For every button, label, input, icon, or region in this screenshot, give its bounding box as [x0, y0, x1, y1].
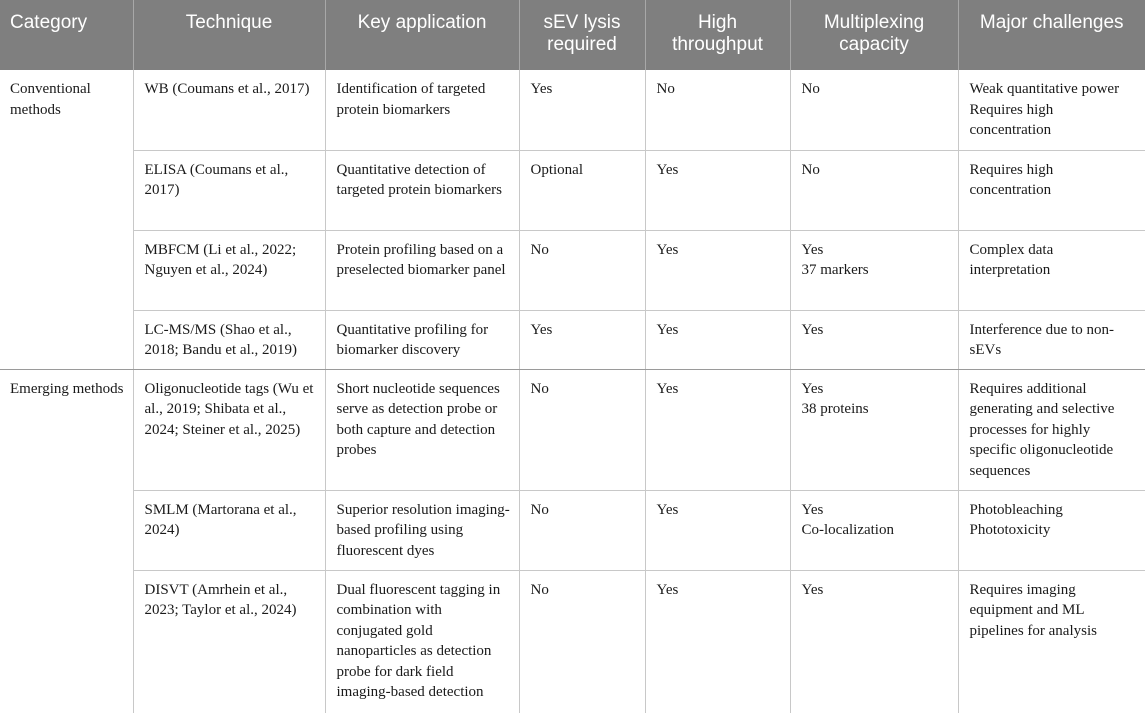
multiplex-value: No [801, 81, 820, 97]
throughput-cell: Yes [645, 490, 790, 570]
multiplex-detail: 38 proteins [801, 401, 869, 418]
challenges-cell [958, 310, 1145, 369]
application-cell: Quantitative profiling for biomarker discovery [325, 310, 519, 369]
header-multiplexing: Multiplexing capacity [790, 0, 958, 70]
header-challenges: Major challenges [958, 0, 1145, 70]
multiplex-value: No [801, 161, 820, 178]
table-row [0, 230, 1145, 310]
header-category: Category [0, 0, 133, 70]
multiplex-cell [790, 70, 958, 150]
challenge-line: Photobleaching [969, 501, 1063, 518]
challenge-line: Requires high concentration [969, 161, 1054, 199]
lysis-cell: No [519, 369, 645, 490]
technique-cell: DISVT (Amrhein et al., 2023; Taylor et al., 2024) [133, 570, 325, 713]
table-row [0, 490, 1145, 570]
throughput-cell: Yes [645, 369, 790, 490]
challenges-cell [958, 230, 1145, 310]
table-row [0, 70, 1145, 150]
challenges-cell [958, 70, 1145, 150]
throughput-cell: Yes [645, 230, 790, 310]
throughput-cell: Yes [645, 310, 790, 369]
multiplex-value: Yes [801, 501, 824, 518]
table-header [0, 0, 1145, 70]
table-row [0, 310, 1145, 369]
table-row [0, 369, 1145, 490]
multiplex-cell [790, 310, 958, 369]
lysis-cell: No [519, 490, 645, 570]
challenge-line: Requires additional generating and selective processes for highly specific oligonucleotide sequences [969, 380, 1115, 479]
challenges-cell [958, 369, 1145, 490]
multiplex-cell [790, 150, 958, 230]
multiplex-cell [790, 490, 958, 570]
throughput-cell: Yes [645, 150, 790, 230]
header-sev-lysis: sEV lysis required [519, 0, 645, 70]
application-cell: Protein profiling based on a preselected biomarker panel [325, 230, 519, 310]
table-row [0, 150, 1145, 230]
multiplex-cell [790, 230, 958, 310]
category-cell-conventional: Conventional methods [0, 70, 133, 369]
technique-cell: SMLM (Martorana et al., 2024) [133, 490, 325, 570]
lysis-cell: Yes [519, 70, 645, 150]
lysis-cell: No [519, 230, 645, 310]
multiplex-value: Yes [801, 380, 824, 397]
lysis-cell: No [519, 570, 645, 713]
multiplex-value: Yes [801, 581, 824, 598]
lysis-cell: Optional [519, 150, 645, 230]
multiplex-value: Yes [801, 321, 824, 338]
challenges-cell [958, 490, 1145, 570]
application-cell: Identification of targeted protein biomarkers [325, 70, 519, 150]
challenge-line: Requires imaging equipment and ML pipelines for analysis [969, 581, 1097, 639]
throughput-cell: No [645, 70, 790, 150]
multiplex-cell [790, 570, 958, 713]
header-key-application: Key application [325, 0, 519, 70]
header-high-throughput: High throughput [645, 0, 790, 70]
challenge-line: Complex data interpretation [969, 241, 1054, 279]
challenges-cell [958, 150, 1145, 230]
lysis-cell: Yes [519, 310, 645, 369]
application-cell: Quantitative detection of targeted protein biomarkers [325, 150, 519, 230]
technique-cell: ELISA (Coumans et al., 2017) [133, 150, 325, 230]
challenges-cell [958, 570, 1145, 713]
challenge-line: Requires high concentration [969, 101, 1054, 139]
application-cell: Short nucleotide sequences serve as detection probe or both capture and detection probes [325, 369, 519, 490]
category-cell-emerging: Emerging methods [0, 369, 133, 713]
application-cell: Superior resolution imaging-based profiling using fluorescent dyes [325, 490, 519, 570]
header-technique: Technique [133, 0, 325, 70]
table-row [0, 570, 1145, 713]
header-row [0, 0, 1145, 70]
challenge-line: Interference due to non-sEVs [969, 321, 1115, 359]
technique-cell: WB (Coumans et al., 2017) [133, 70, 325, 150]
technique-cell: LC-MS/MS (Shao et al., 2018; Bandu et al., 2019) [133, 310, 325, 369]
application-cell: Dual fluorescent tagging in combination with conjugated gold nanoparticles as detection probe for dark field imaging-based detection [325, 570, 519, 713]
challenge-line: Phototoxicity [969, 522, 1051, 539]
table-body [0, 70, 1145, 713]
multiplex-detail: Co-localization [801, 522, 894, 539]
multiplex-detail: 37 markers [801, 262, 869, 279]
multiplex-cell [790, 369, 958, 490]
technique-cell: Oligonucleotide tags (Wu et al., 2019; Shibata et al., 2024; Steiner et al., 2025) [133, 369, 325, 490]
technique-cell: MBFCM (Li et al., 2022; Nguyen et al., 2024) [133, 230, 325, 310]
throughput-cell: Yes [645, 570, 790, 713]
challenge-line: Weak quantitative power [969, 81, 1120, 97]
multiplex-value: Yes [801, 241, 824, 258]
